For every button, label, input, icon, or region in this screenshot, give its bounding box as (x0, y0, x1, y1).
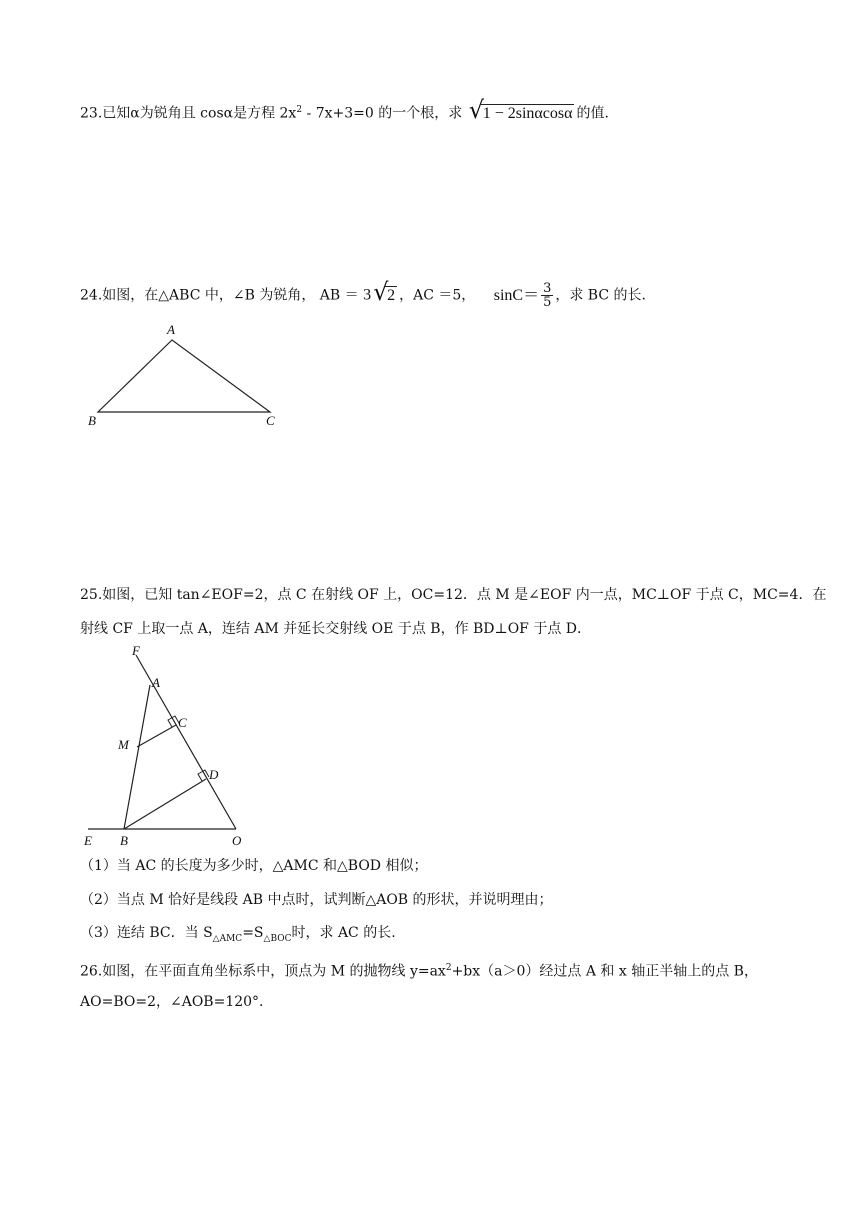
label-c: C (266, 413, 275, 428)
label-c: C (178, 715, 187, 730)
q24-sin-denominator: 5 (543, 295, 552, 310)
q26-text-post: +bx（a＞0）经过点 A 和 x 轴正半轴上的点 B， (451, 963, 758, 980)
q26-superscript: 2 (445, 963, 452, 973)
q23-superscript: 2 (296, 105, 303, 115)
question-26-line-1 (80, 958, 758, 982)
question-25-part-2: （2）当点 M 恰好是线段 AB 中点时，试判断△AOB 的形状，并说明理由； (80, 892, 553, 908)
label-e: E (84, 833, 92, 848)
q24-sin-label: sinC＝ (493, 286, 540, 304)
label-d: D (209, 767, 219, 782)
q23-text: 23.已知α为锐角且 cosα是方程 2x (80, 105, 297, 122)
label-o: O (232, 833, 242, 848)
question-25-part-1: （1）当 AC 的长度为多少时，△AMC 和△BOD 相似； (80, 858, 428, 874)
q24-sin-numerator: 3 (543, 281, 552, 296)
q25-part3-pre: （3）连结 BC．当 S (80, 925, 213, 941)
q25-part3-post: 时，求 AC 的长. (291, 925, 396, 941)
label-a: A (152, 675, 160, 690)
figure-25 (80, 643, 280, 853)
q24-ab-radicand: 2 (387, 286, 396, 304)
question-25-line-2: 射线 CF 上取一点 A，连结 AM 并延长交射线 OE 于点 B，作 BD⊥OF 于点 D． (80, 621, 592, 637)
label-f: F (132, 643, 140, 658)
q24-sin-fraction (541, 282, 553, 309)
question-25-part-3 (80, 923, 396, 949)
q23-suffix: 的值. (576, 105, 609, 122)
ray-of (136, 655, 236, 829)
question-23 (80, 95, 609, 124)
q23-sqrt-expression: √ 1 − 2sinαcosα (468, 95, 573, 124)
q24-ab-coef: 3 (363, 286, 372, 304)
label-m: M (118, 737, 129, 752)
q24-ab-sqrt: √ 2 (373, 277, 396, 306)
segment-ab (124, 685, 150, 829)
segment-mc (137, 725, 176, 747)
label-b: B (120, 833, 128, 848)
triangle-abc (98, 340, 270, 412)
question-25-line-1: 25.如图，已知 tan∠EOF=2，点 C 在射线 OF 上，OC=12．点 M 是∠EOF 内一点，MC⊥OF 于点 C，MC=4．在 (80, 587, 827, 603)
label-b: B (88, 413, 96, 428)
q24-text: 24.如图，在△ABC 中，∠B 为锐角， AB ＝ (80, 287, 364, 304)
q23-radicand: 1 − 2sinαcosα (482, 104, 573, 122)
triangle-abc-figure (80, 320, 300, 435)
segment-bd (124, 779, 206, 829)
q25-part3-eq: =S (242, 925, 264, 941)
q25-part3-sub-amc: △AMC (212, 933, 243, 944)
label-a: A (167, 322, 175, 337)
q23-text-mid: - 7x+3=0 的一个根，求 (302, 105, 467, 122)
q24-ac: ，AC ＝5， (399, 287, 476, 304)
question-24 (80, 277, 646, 310)
q25-part3-sub-boc: △BOC (263, 933, 292, 944)
q26-text: 26.如图，在平面直角坐标系中，顶点为 M 的抛物线 y=ax (80, 963, 446, 980)
question-26-line-2: AO=BO=2，∠AOB=120°. (80, 994, 264, 1010)
q24-suffix: ，求 BC 的长. (555, 287, 646, 304)
